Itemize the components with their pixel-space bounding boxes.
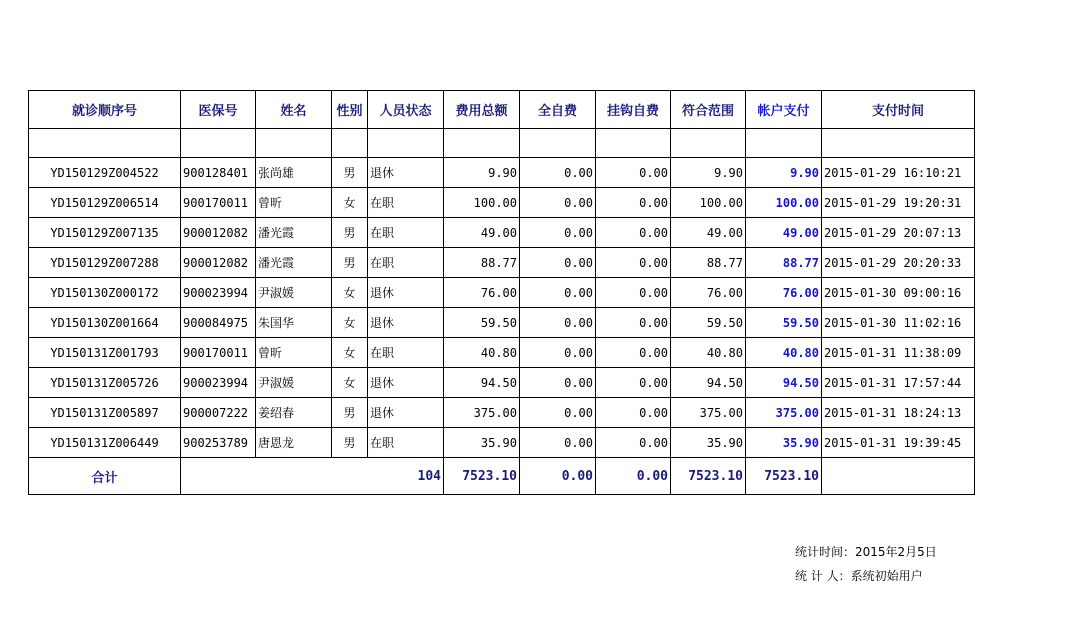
cell-visit-no: YD150130Z000172	[29, 278, 181, 308]
cell-pay-time: 2015-01-31 17:57:44	[822, 368, 975, 398]
header-total-cost: 费用总额	[444, 91, 520, 129]
cell-gender: 男	[332, 158, 368, 188]
cell-in-scope: 100.00	[671, 188, 746, 218]
cell-gender: 女	[332, 368, 368, 398]
cell-status: 退休	[368, 308, 444, 338]
cell-insurance-no: 900084975	[181, 308, 256, 338]
cell-gender: 男	[332, 248, 368, 278]
cell-status: 在职	[368, 188, 444, 218]
cell-name: 曾昕	[256, 338, 332, 368]
cell-total-cost: 94.50	[444, 368, 520, 398]
table-row	[29, 368, 975, 398]
cell-in-scope: 76.00	[671, 278, 746, 308]
totals-account-pay: 7523.10	[746, 458, 822, 495]
header-in-scope: 符合范围	[671, 91, 746, 129]
header-gender: 性别	[332, 91, 368, 129]
cell-linked-self-pay: 0.00	[596, 158, 671, 188]
cell-name: 潘光霞	[256, 248, 332, 278]
stat-person: 统 计 人：系统初始用户	[795, 569, 923, 583]
header-status: 人员状态	[368, 91, 444, 129]
table-row	[29, 248, 975, 278]
table-row	[29, 398, 975, 428]
cell-pay-time: 2015-01-29 20:07:13	[822, 218, 975, 248]
totals-in-scope: 7523.10	[671, 458, 746, 495]
cell-total-cost: 100.00	[444, 188, 520, 218]
cell-total-cost: 49.00	[444, 218, 520, 248]
cell-linked-self-pay: 0.00	[596, 338, 671, 368]
cell-visit-no: YD150129Z007288	[29, 248, 181, 278]
cell-visit-no: YD150129Z004522	[29, 158, 181, 188]
header-insurance-no: 医保号	[181, 91, 256, 129]
cell-account-pay: 49.00	[746, 218, 822, 248]
cell-pay-time: 2015-01-31 11:38:09	[822, 338, 975, 368]
cell-self-pay: 0.00	[520, 248, 596, 278]
cell-self-pay: 0.00	[520, 338, 596, 368]
cell-total-cost: 76.00	[444, 278, 520, 308]
cell-insurance-no: 900170011	[181, 188, 256, 218]
cell-account-pay: 9.90	[746, 158, 822, 188]
header-row	[29, 91, 975, 129]
table-row	[29, 158, 975, 188]
cell-name: 尹淑媛	[256, 368, 332, 398]
cell-pay-time: 2015-01-29 20:20:33	[822, 248, 975, 278]
cell-account-pay: 35.90	[746, 428, 822, 458]
cell-self-pay: 0.00	[520, 368, 596, 398]
cell-visit-no: YD150131Z001793	[29, 338, 181, 368]
cell-linked-self-pay: 0.00	[596, 278, 671, 308]
cell-pay-time: 2015-01-30 11:02:16	[822, 308, 975, 338]
cell-name: 姜绍春	[256, 398, 332, 428]
cell-linked-self-pay: 0.00	[596, 398, 671, 428]
cell-linked-self-pay: 0.00	[596, 428, 671, 458]
totals-total-cost: 7523.10	[444, 458, 520, 495]
cell-pay-time: 2015-01-31 18:24:13	[822, 398, 975, 428]
cell-insurance-no: 900023994	[181, 278, 256, 308]
cell-account-pay: 100.00	[746, 188, 822, 218]
cell-insurance-no: 900253789	[181, 428, 256, 458]
cell-visit-no: YD150131Z006449	[29, 428, 181, 458]
totals-count: 104	[181, 458, 444, 495]
cell-name: 张尚雄	[256, 158, 332, 188]
cell-name: 曾昕	[256, 188, 332, 218]
header-name: 姓名	[256, 91, 332, 129]
cell-gender: 男	[332, 218, 368, 248]
cell-in-scope: 88.77	[671, 248, 746, 278]
cell-in-scope: 9.90	[671, 158, 746, 188]
cell-total-cost: 9.90	[444, 158, 520, 188]
cell-name: 尹淑媛	[256, 278, 332, 308]
cell-linked-self-pay: 0.00	[596, 188, 671, 218]
cell-in-scope: 40.80	[671, 338, 746, 368]
cell-account-pay: 94.50	[746, 368, 822, 398]
table-row	[29, 278, 975, 308]
cell-gender: 男	[332, 428, 368, 458]
cell-account-pay: 40.80	[746, 338, 822, 368]
cell-visit-no: YD150131Z005726	[29, 368, 181, 398]
cell-name: 朱国华	[256, 308, 332, 338]
cell-self-pay: 0.00	[520, 308, 596, 338]
cell-total-cost: 35.90	[444, 428, 520, 458]
cell-total-cost: 40.80	[444, 338, 520, 368]
cell-pay-time: 2015-01-31 19:39:45	[822, 428, 975, 458]
cell-in-scope: 35.90	[671, 428, 746, 458]
cell-insurance-no: 900128401	[181, 158, 256, 188]
cell-account-pay: 375.00	[746, 398, 822, 428]
cell-self-pay: 0.00	[520, 218, 596, 248]
cell-pay-time: 2015-01-30 09:00:16	[822, 278, 975, 308]
cell-linked-self-pay: 0.00	[596, 218, 671, 248]
cell-linked-self-pay: 0.00	[596, 368, 671, 398]
totals-row	[29, 458, 975, 495]
cell-in-scope: 94.50	[671, 368, 746, 398]
cell-self-pay: 0.00	[520, 398, 596, 428]
cell-status: 在职	[368, 338, 444, 368]
cell-account-pay: 76.00	[746, 278, 822, 308]
table-row	[29, 338, 975, 368]
cell-status: 退休	[368, 368, 444, 398]
cell-pay-time: 2015-01-29 19:20:31	[822, 188, 975, 218]
cell-gender: 女	[332, 278, 368, 308]
cell-total-cost: 88.77	[444, 248, 520, 278]
cell-gender: 女	[332, 338, 368, 368]
totals-self-pay: 0.00	[520, 458, 596, 495]
totals-linked-self-pay: 0.00	[596, 458, 671, 495]
table-row	[29, 218, 975, 248]
blank-row	[29, 129, 975, 158]
cell-self-pay: 0.00	[520, 188, 596, 218]
cell-name: 潘光霞	[256, 218, 332, 248]
cell-linked-self-pay: 0.00	[596, 308, 671, 338]
header-account-pay: 帐户支付	[746, 91, 822, 129]
header-pay-time: 支付时间	[822, 91, 975, 129]
table-row	[29, 428, 975, 458]
settlement-table	[28, 90, 975, 495]
cell-name: 唐恩龙	[256, 428, 332, 458]
cell-insurance-no: 900012082	[181, 248, 256, 278]
cell-gender: 男	[332, 398, 368, 428]
cell-in-scope: 375.00	[671, 398, 746, 428]
cell-total-cost: 59.50	[444, 308, 520, 338]
cell-total-cost: 375.00	[444, 398, 520, 428]
cell-status: 在职	[368, 428, 444, 458]
table-row	[29, 308, 975, 338]
cell-insurance-no: 900012082	[181, 218, 256, 248]
cell-gender: 女	[332, 188, 368, 218]
cell-status: 退休	[368, 398, 444, 428]
cell-insurance-no: 900170011	[181, 338, 256, 368]
cell-status: 退休	[368, 158, 444, 188]
cell-visit-no: YD150129Z007135	[29, 218, 181, 248]
cell-account-pay: 88.77	[746, 248, 822, 278]
cell-self-pay: 0.00	[520, 278, 596, 308]
cell-status: 在职	[368, 248, 444, 278]
cell-account-pay: 59.50	[746, 308, 822, 338]
header-visit-no: 就诊顺序号	[29, 91, 181, 129]
cell-linked-self-pay: 0.00	[596, 248, 671, 278]
cell-gender: 女	[332, 308, 368, 338]
cell-in-scope: 49.00	[671, 218, 746, 248]
cell-visit-no: YD150129Z006514	[29, 188, 181, 218]
cell-visit-no: YD150130Z001664	[29, 308, 181, 338]
totals-label: 合计	[29, 458, 181, 495]
cell-in-scope: 59.50	[671, 308, 746, 338]
cell-status: 在职	[368, 218, 444, 248]
cell-insurance-no: 900007222	[181, 398, 256, 428]
cell-visit-no: YD150131Z005897	[29, 398, 181, 428]
stat-time: 统计时间：2015年2月5日	[795, 545, 937, 559]
header-linked-self-pay: 挂钩自费	[596, 91, 671, 129]
cell-status: 退休	[368, 278, 444, 308]
cell-self-pay: 0.00	[520, 428, 596, 458]
cell-self-pay: 0.00	[520, 158, 596, 188]
header-self-pay: 全自费	[520, 91, 596, 129]
cell-insurance-no: 900023994	[181, 368, 256, 398]
totals-pay-time-empty	[822, 458, 975, 495]
cell-pay-time: 2015-01-29 16:10:21	[822, 158, 975, 188]
table-row	[29, 188, 975, 218]
